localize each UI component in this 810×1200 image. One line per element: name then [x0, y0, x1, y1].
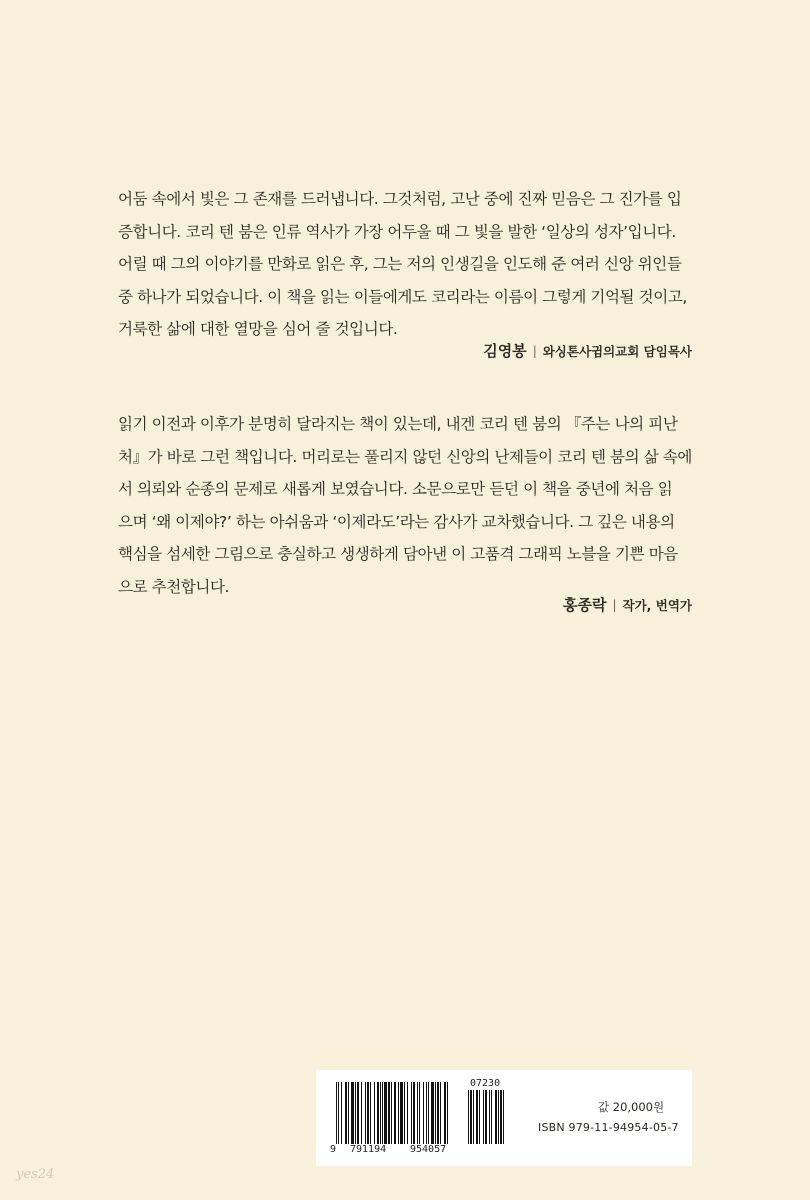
barcode-bar: [470, 1090, 472, 1144]
quote-line: 서 의뢰와 순종의 문제로 새롭게 보였습니다. 소문으로만 듣던 이 책을 중년에 처음 읽: [118, 480, 673, 498]
barcode-bar: [341, 1082, 342, 1144]
barcode-left-digits: 791194: [350, 1144, 387, 1155]
barcode-bar: [348, 1082, 349, 1144]
barcode-bar: [361, 1082, 362, 1144]
barcode-bar: [423, 1082, 424, 1144]
endorsement-quote-1: [118, 183, 692, 346]
quote-line: 읽기 이전과 이후가 분명히 달라지는 책이 있는데, 내겐 코리 텐 붐의 『주는 나의 피난: [118, 415, 678, 433]
barcode-bar: [380, 1082, 381, 1144]
barcode-bar: [345, 1082, 347, 1144]
barcode-bar: [503, 1090, 504, 1144]
barcode-bar: [351, 1082, 354, 1144]
barcode-bar: [495, 1090, 497, 1144]
quote-line: 처』가 바로 그런 책입니다. 머리로는 풀리지 않던 신앙의 난제들이 코리 텐 붐의 삶 속에: [118, 447, 692, 466]
barcode-first-digit: 9: [330, 1144, 337, 1155]
barcode-bar: [388, 1082, 390, 1144]
separator: |: [612, 597, 617, 612]
isbn-barcode-panel: [316, 1070, 692, 1166]
barcode-bar: [377, 1082, 379, 1144]
barcode-right-digits: 954057: [410, 1144, 447, 1155]
barcode-bar: [404, 1082, 405, 1144]
barcode-bar: [483, 1090, 484, 1144]
barcode-bar: [437, 1082, 439, 1144]
addon-digits: 07230: [470, 1078, 501, 1089]
barcode-bar: [382, 1082, 383, 1144]
separator: |: [532, 343, 537, 358]
quote-line: 어둠 속에서 빛은 그 존재를 드러냅니다. 그것처럼, 고난 중에 진짜 믿음은 그 진가를 입: [118, 190, 682, 208]
barcode-bar: [374, 1082, 375, 1144]
author-name: 홍종락: [562, 596, 607, 614]
endorsement-attribution-1: [483, 340, 692, 361]
barcode-bar: [407, 1082, 408, 1144]
barcode-bar: [479, 1090, 480, 1144]
barcode-bar: [419, 1082, 420, 1144]
barcode-bar: [394, 1082, 396, 1144]
quote-line: 거룩한 삶에 대한 열망을 심어 줄 것입니다.: [118, 320, 398, 338]
quote-line: 중 하나가 되었습니다. 이 책을 읽는 이들에게도 코리라는 이름이 그렇게 기억될 것이고,: [118, 287, 687, 306]
watermark-logo: yes24: [16, 1167, 55, 1182]
addon-barcode: [468, 1090, 520, 1144]
author-role: 작가, 번역가: [622, 597, 692, 613]
barcode-bar: [338, 1082, 339, 1144]
barcode-bar: [426, 1082, 427, 1144]
barcode-bar: [476, 1090, 478, 1144]
quote-line: 증합니다. 코리 텐 붐은 인류 역사가 가장 어두울 때 그 빛을 발한 ‘일상의 성자’입니다.: [118, 222, 676, 241]
isbn-barcode: [336, 1082, 466, 1144]
barcode-bar: [391, 1082, 392, 1144]
author-name: 김영봉: [483, 342, 527, 360]
barcode-bar: [447, 1082, 448, 1144]
barcode-bar: [500, 1090, 502, 1144]
quote-line: 으로 추천합니다.: [118, 577, 230, 596]
barcode-bar: [400, 1082, 403, 1144]
endorsement-attribution-2: [563, 594, 692, 615]
barcode-bar: [491, 1090, 492, 1144]
endorsement-quote-2: [118, 408, 692, 603]
barcode-bar: [367, 1082, 369, 1144]
barcode-bar: [398, 1082, 399, 1144]
barcode-bar: [417, 1082, 418, 1144]
barcode-bar: [357, 1082, 359, 1144]
barcode-bar: [413, 1082, 415, 1144]
barcode-bar: [440, 1082, 441, 1144]
quote-line: 으며 ‘왜 이제야?’ 하는 아쉬움과 ‘이제라도’라는 감사가 교차했습니다. 그 깊은 내용의: [118, 512, 675, 531]
barcode-bar: [431, 1082, 434, 1144]
barcode-bar: [355, 1082, 356, 1144]
barcode-bar: [444, 1082, 446, 1144]
barcode-bar: [473, 1090, 474, 1144]
barcode-bar: [365, 1082, 366, 1144]
barcode-bar: [468, 1090, 469, 1144]
isbn-label: ISBN 979-11-94954-05-7: [538, 1121, 679, 1134]
barcode-bar: [435, 1082, 436, 1144]
barcode-bar: [428, 1082, 429, 1144]
quote-line: 어릴 때 그의 이야기를 만화로 읽은 후, 그는 저의 인생길을 인도해 준 여러 신앙 위인들: [118, 255, 682, 273]
barcode-bar: [485, 1090, 487, 1144]
barcode-bar: [336, 1082, 337, 1144]
barcode-bar: [370, 1082, 371, 1144]
price-label: 값 20,000원: [598, 1100, 665, 1114]
barcode-bar: [384, 1082, 387, 1144]
quote-line: 핵심을 섬세한 그림으로 충실하고 생생하게 담아낸 이 고품격 그래픽 노블을 기쁜 마음: [118, 545, 678, 563]
author-role: 와싱톤사귐의교회 담임목사: [542, 343, 692, 359]
barcode-bar: [411, 1082, 412, 1144]
barcode-bar: [498, 1090, 499, 1144]
barcode-bar: [489, 1090, 490, 1144]
